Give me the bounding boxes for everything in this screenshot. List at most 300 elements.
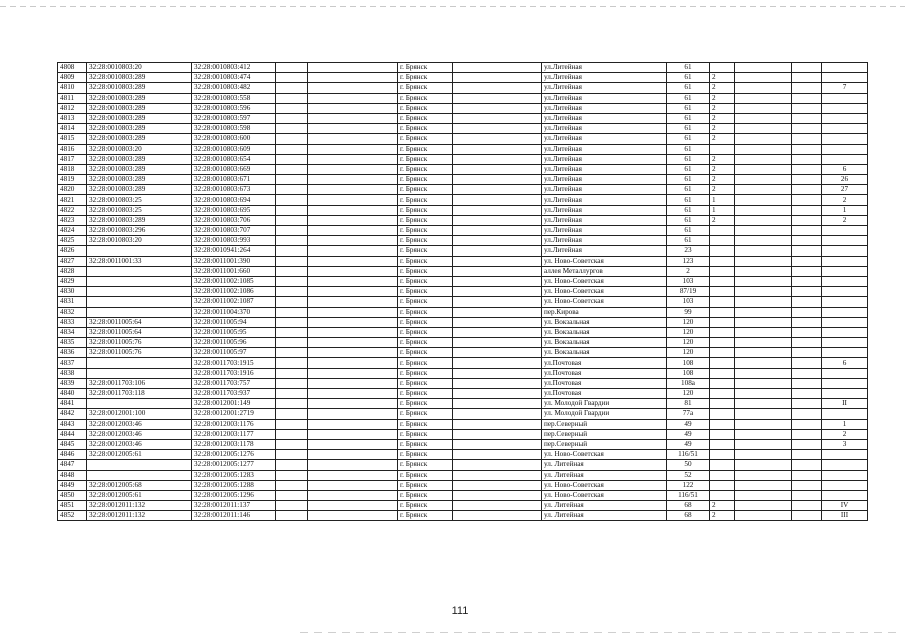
empty-cell bbox=[308, 195, 398, 205]
apartment-cell: 3 bbox=[822, 439, 868, 449]
row-number-cell: 4818 bbox=[58, 164, 87, 174]
house-cell: 87/19 bbox=[667, 287, 710, 297]
building-cell bbox=[710, 246, 735, 256]
parcel-number-cell bbox=[87, 399, 192, 409]
street-cell: ул. Ново-Советская bbox=[542, 490, 667, 500]
registry-sheet bbox=[57, 62, 868, 521]
house-cell: 61 bbox=[667, 215, 710, 225]
building-cell: 2 bbox=[710, 215, 735, 225]
empty-cell bbox=[792, 358, 822, 368]
page-number: 111 bbox=[451, 605, 469, 617]
empty-cell bbox=[453, 389, 542, 399]
empty-cell bbox=[453, 256, 542, 266]
object-number-cell: 32:28:0011703:1916 bbox=[192, 368, 276, 378]
parcel-number-cell: 32:28:0011703:118 bbox=[87, 389, 192, 399]
empty-cell bbox=[735, 113, 792, 123]
city-cell: г. Брянск bbox=[398, 450, 453, 460]
empty-cell bbox=[735, 144, 792, 154]
empty-cell bbox=[276, 389, 308, 399]
street-cell: ул.Почтовая bbox=[542, 378, 667, 388]
building-cell: 2 bbox=[710, 501, 735, 511]
city-cell: г. Брянск bbox=[398, 429, 453, 439]
object-number-cell: 32:28:0011002:1087 bbox=[192, 297, 276, 307]
object-number-cell: 32:28:0011001:390 bbox=[192, 256, 276, 266]
building-cell: 2 bbox=[710, 154, 735, 164]
apartment-cell bbox=[822, 236, 868, 246]
apartment-cell: 6 bbox=[822, 164, 868, 174]
empty-cell bbox=[276, 266, 308, 276]
object-number-cell: 32:28:0010803:609 bbox=[192, 144, 276, 154]
city-cell: г. Брянск bbox=[398, 195, 453, 205]
row-number-cell: 4813 bbox=[58, 113, 87, 123]
empty-cell bbox=[276, 93, 308, 103]
object-number-cell: 32:28:0011703:937 bbox=[192, 389, 276, 399]
empty-cell bbox=[308, 226, 398, 236]
table-row bbox=[58, 215, 868, 225]
parcel-number-cell: 32:28:0012003:46 bbox=[87, 419, 192, 429]
apartment-cell: 2 bbox=[822, 195, 868, 205]
empty-cell bbox=[453, 460, 542, 470]
city-cell: г. Брянск bbox=[398, 501, 453, 511]
empty-cell bbox=[453, 266, 542, 276]
city-cell: г. Брянск bbox=[398, 470, 453, 480]
empty-cell bbox=[735, 93, 792, 103]
parcel-number-cell: 32:28:0010803:289 bbox=[87, 154, 192, 164]
parcel-number-cell: 32:28:0010803:289 bbox=[87, 185, 192, 195]
street-cell: пер.Северный bbox=[542, 439, 667, 449]
parcel-number-cell: 32:28:0012005:68 bbox=[87, 480, 192, 490]
house-cell: 61 bbox=[667, 103, 710, 113]
object-number-cell: 32:28:0012001:2719 bbox=[192, 409, 276, 419]
empty-cell bbox=[735, 307, 792, 317]
street-cell: ул.Литейная bbox=[542, 215, 667, 225]
street-cell: аллея Металлургов bbox=[542, 266, 667, 276]
street-cell: ул.Литейная bbox=[542, 134, 667, 144]
city-cell: г. Брянск bbox=[398, 297, 453, 307]
building-cell bbox=[710, 470, 735, 480]
parcel-number-cell: 32:28:0010803:25 bbox=[87, 205, 192, 215]
building-cell: 2 bbox=[710, 73, 735, 83]
street-cell: ул.Литейная bbox=[542, 124, 667, 134]
building-cell bbox=[710, 419, 735, 429]
parcel-number-cell: 32:28:0010803:289 bbox=[87, 83, 192, 93]
house-cell: 61 bbox=[667, 195, 710, 205]
table-row bbox=[58, 429, 868, 439]
city-cell: г. Брянск bbox=[398, 511, 453, 521]
table-row bbox=[58, 144, 868, 154]
parcel-number-cell: 32:28:0010803:289 bbox=[87, 215, 192, 225]
property-registry-table bbox=[57, 62, 868, 521]
empty-cell bbox=[308, 144, 398, 154]
street-cell: ул. Литейная bbox=[542, 501, 667, 511]
empty-cell bbox=[792, 113, 822, 123]
city-cell: г. Брянск bbox=[398, 348, 453, 358]
empty-cell bbox=[735, 470, 792, 480]
building-cell bbox=[710, 409, 735, 419]
building-cell bbox=[710, 439, 735, 449]
empty-cell bbox=[792, 236, 822, 246]
empty-cell bbox=[792, 511, 822, 521]
empty-cell bbox=[792, 103, 822, 113]
apartment-cell bbox=[822, 378, 868, 388]
row-number-cell: 4811 bbox=[58, 93, 87, 103]
city-cell: г. Брянск bbox=[398, 164, 453, 174]
empty-cell bbox=[276, 317, 308, 327]
empty-cell bbox=[453, 338, 542, 348]
empty-cell bbox=[735, 134, 792, 144]
street-cell: ул.Литейная bbox=[542, 226, 667, 236]
empty-cell bbox=[735, 256, 792, 266]
empty-cell bbox=[308, 358, 398, 368]
empty-cell bbox=[792, 368, 822, 378]
house-cell: 120 bbox=[667, 327, 710, 337]
empty-cell bbox=[276, 103, 308, 113]
parcel-number-cell bbox=[87, 266, 192, 276]
empty-cell bbox=[453, 144, 542, 154]
empty-cell bbox=[453, 124, 542, 134]
empty-cell bbox=[792, 317, 822, 327]
city-cell: г. Брянск bbox=[398, 439, 453, 449]
empty-cell bbox=[276, 154, 308, 164]
empty-cell bbox=[792, 389, 822, 399]
building-cell bbox=[710, 460, 735, 470]
city-cell: г. Брянск bbox=[398, 419, 453, 429]
house-cell: 120 bbox=[667, 348, 710, 358]
object-number-cell: 32:28:0012005:1276 bbox=[192, 450, 276, 460]
building-cell bbox=[710, 480, 735, 490]
empty-cell bbox=[453, 358, 542, 368]
empty-cell bbox=[792, 256, 822, 266]
empty-cell bbox=[735, 429, 792, 439]
table-row bbox=[58, 358, 868, 368]
street-cell: ул.Почтовая bbox=[542, 389, 667, 399]
house-cell: 77а bbox=[667, 409, 710, 419]
object-number-cell: 32:28:0010803:707 bbox=[192, 226, 276, 236]
empty-cell bbox=[308, 164, 398, 174]
row-number-cell: 4848 bbox=[58, 470, 87, 480]
table-row bbox=[58, 439, 868, 449]
house-cell: 122 bbox=[667, 480, 710, 490]
apartment-cell bbox=[822, 317, 868, 327]
parcel-number-cell bbox=[87, 297, 192, 307]
building-cell bbox=[710, 450, 735, 460]
table-row bbox=[58, 399, 868, 409]
parcel-number-cell: 32:28:0010803:20 bbox=[87, 236, 192, 246]
empty-cell bbox=[453, 307, 542, 317]
empty-cell bbox=[453, 399, 542, 409]
empty-cell bbox=[308, 276, 398, 286]
house-cell: 61 bbox=[667, 226, 710, 236]
empty-cell bbox=[792, 63, 822, 73]
city-cell: г. Брянск bbox=[398, 93, 453, 103]
empty-cell bbox=[735, 246, 792, 256]
empty-cell bbox=[308, 83, 398, 93]
empty-cell bbox=[735, 175, 792, 185]
object-number-cell: 32:28:0011004:370 bbox=[192, 307, 276, 317]
parcel-number-cell: 32:28:0012001:100 bbox=[87, 409, 192, 419]
row-number-cell: 4829 bbox=[58, 276, 87, 286]
empty-cell bbox=[308, 134, 398, 144]
house-cell: 61 bbox=[667, 236, 710, 246]
empty-cell bbox=[276, 429, 308, 439]
building-cell bbox=[710, 368, 735, 378]
street-cell: ул.Литейная bbox=[542, 103, 667, 113]
empty-cell bbox=[276, 134, 308, 144]
table-row bbox=[58, 256, 868, 266]
city-cell: г. Брянск bbox=[398, 226, 453, 236]
empty-cell bbox=[792, 399, 822, 409]
house-cell: 68 bbox=[667, 511, 710, 521]
empty-cell bbox=[453, 185, 542, 195]
empty-cell bbox=[735, 480, 792, 490]
house-cell: 61 bbox=[667, 73, 710, 83]
row-number-cell: 4836 bbox=[58, 348, 87, 358]
empty-cell bbox=[276, 63, 308, 73]
house-cell: 99 bbox=[667, 307, 710, 317]
table-row bbox=[58, 307, 868, 317]
city-cell: г. Брянск bbox=[398, 73, 453, 83]
apartment-cell bbox=[822, 246, 868, 256]
table-row bbox=[58, 470, 868, 480]
empty-cell bbox=[792, 185, 822, 195]
empty-cell bbox=[276, 276, 308, 286]
house-cell: 68 bbox=[667, 501, 710, 511]
street-cell: ул. Ново-Советская bbox=[542, 297, 667, 307]
empty-cell bbox=[792, 154, 822, 164]
table-row bbox=[58, 287, 868, 297]
house-cell: 116/51 bbox=[667, 490, 710, 500]
building-cell: 2 bbox=[710, 134, 735, 144]
empty-cell bbox=[735, 266, 792, 276]
house-cell: 61 bbox=[667, 164, 710, 174]
city-cell: г. Брянск bbox=[398, 460, 453, 470]
apartment-cell bbox=[822, 256, 868, 266]
row-number-cell: 4812 bbox=[58, 103, 87, 113]
row-number-cell: 4837 bbox=[58, 358, 87, 368]
scan-edge-top bbox=[0, 6, 905, 7]
street-cell: ул.Литейная bbox=[542, 154, 667, 164]
parcel-number-cell: 32:28:0010803:289 bbox=[87, 73, 192, 83]
building-cell bbox=[710, 287, 735, 297]
table-row bbox=[58, 226, 868, 236]
house-cell: 61 bbox=[667, 124, 710, 134]
street-cell: ул.Литейная bbox=[542, 236, 667, 246]
empty-cell bbox=[735, 83, 792, 93]
empty-cell bbox=[308, 63, 398, 73]
empty-cell bbox=[735, 287, 792, 297]
row-number-cell: 4839 bbox=[58, 378, 87, 388]
parcel-number-cell: 32:28:0010803:289 bbox=[87, 124, 192, 134]
row-number-cell: 4832 bbox=[58, 307, 87, 317]
city-cell: г. Брянск bbox=[398, 368, 453, 378]
row-number-cell: 4834 bbox=[58, 327, 87, 337]
street-cell: ул. Литейная bbox=[542, 511, 667, 521]
empty-cell bbox=[735, 327, 792, 337]
empty-cell bbox=[735, 205, 792, 215]
building-cell: 2 bbox=[710, 511, 735, 521]
empty-cell bbox=[792, 460, 822, 470]
table-row bbox=[58, 297, 868, 307]
house-cell: 120 bbox=[667, 389, 710, 399]
street-cell: пер.Северный bbox=[542, 419, 667, 429]
empty-cell bbox=[735, 460, 792, 470]
object-number-cell: 32:28:0011002:1085 bbox=[192, 276, 276, 286]
empty-cell bbox=[453, 103, 542, 113]
table-row bbox=[58, 480, 868, 490]
apartment-cell: 1 bbox=[822, 205, 868, 215]
city-cell: г. Брянск bbox=[398, 205, 453, 215]
row-number-cell: 4828 bbox=[58, 266, 87, 276]
empty-cell bbox=[453, 511, 542, 521]
table-row bbox=[58, 419, 868, 429]
parcel-number-cell: 32:28:0010803:289 bbox=[87, 103, 192, 113]
empty-cell bbox=[276, 368, 308, 378]
parcel-number-cell: 32:28:0012005:61 bbox=[87, 490, 192, 500]
row-number-cell: 4845 bbox=[58, 439, 87, 449]
empty-cell bbox=[735, 490, 792, 500]
empty-cell bbox=[308, 399, 398, 409]
city-cell: г. Брянск bbox=[398, 103, 453, 113]
empty-cell bbox=[453, 226, 542, 236]
city-cell: г. Брянск bbox=[398, 256, 453, 266]
row-number-cell: 4820 bbox=[58, 185, 87, 195]
empty-cell bbox=[792, 164, 822, 174]
row-number-cell: 4841 bbox=[58, 399, 87, 409]
table-row bbox=[58, 124, 868, 134]
apartment-cell bbox=[822, 368, 868, 378]
empty-cell bbox=[308, 480, 398, 490]
empty-cell bbox=[792, 215, 822, 225]
table-row bbox=[58, 205, 868, 215]
building-cell: 2 bbox=[710, 124, 735, 134]
city-cell: г. Брянск bbox=[398, 490, 453, 500]
object-number-cell: 32:28:0012005:1277 bbox=[192, 460, 276, 470]
row-number-cell: 4851 bbox=[58, 501, 87, 511]
object-number-cell: 32:28:0011703:1915 bbox=[192, 358, 276, 368]
apartment-cell bbox=[822, 490, 868, 500]
empty-cell bbox=[308, 409, 398, 419]
empty-cell bbox=[792, 124, 822, 134]
empty-cell bbox=[276, 307, 308, 317]
street-cell: ул.Литейная bbox=[542, 185, 667, 195]
house-cell: 61 bbox=[667, 63, 710, 73]
apartment-cell: 7 bbox=[822, 83, 868, 93]
empty-cell bbox=[792, 276, 822, 286]
empty-cell bbox=[453, 378, 542, 388]
table-row bbox=[58, 317, 868, 327]
empty-cell bbox=[308, 378, 398, 388]
empty-cell bbox=[792, 429, 822, 439]
parcel-number-cell bbox=[87, 307, 192, 317]
row-number-cell: 4822 bbox=[58, 205, 87, 215]
empty-cell bbox=[276, 297, 308, 307]
empty-cell bbox=[276, 205, 308, 215]
building-cell bbox=[710, 266, 735, 276]
apartment-cell bbox=[822, 470, 868, 480]
empty-cell bbox=[792, 195, 822, 205]
empty-cell bbox=[453, 164, 542, 174]
empty-cell bbox=[735, 450, 792, 460]
empty-cell bbox=[453, 297, 542, 307]
city-cell: г. Брянск bbox=[398, 358, 453, 368]
parcel-number-cell: 32:28:0010803:25 bbox=[87, 195, 192, 205]
row-number-cell: 4809 bbox=[58, 73, 87, 83]
empty-cell bbox=[453, 195, 542, 205]
street-cell: ул.Литейная bbox=[542, 144, 667, 154]
table-row bbox=[58, 490, 868, 500]
house-cell: 120 bbox=[667, 317, 710, 327]
building-cell bbox=[710, 490, 735, 500]
empty-cell bbox=[735, 348, 792, 358]
empty-cell bbox=[735, 103, 792, 113]
apartment-cell bbox=[822, 93, 868, 103]
empty-cell bbox=[735, 73, 792, 83]
row-number-cell: 4817 bbox=[58, 154, 87, 164]
empty-cell bbox=[792, 419, 822, 429]
apartment-cell bbox=[822, 113, 868, 123]
empty-cell bbox=[308, 419, 398, 429]
empty-cell bbox=[792, 73, 822, 83]
object-number-cell: 32:28:0010803:669 bbox=[192, 164, 276, 174]
parcel-number-cell: 32:28:0010803:289 bbox=[87, 164, 192, 174]
empty-cell bbox=[276, 358, 308, 368]
empty-cell bbox=[308, 236, 398, 246]
table-row bbox=[58, 378, 868, 388]
empty-cell bbox=[308, 307, 398, 317]
row-number-cell: 4815 bbox=[58, 134, 87, 144]
street-cell: ул.Литейная bbox=[542, 164, 667, 174]
row-number-cell: 4833 bbox=[58, 317, 87, 327]
empty-cell bbox=[308, 439, 398, 449]
house-cell: 103 bbox=[667, 276, 710, 286]
empty-cell bbox=[276, 73, 308, 83]
empty-cell bbox=[453, 348, 542, 358]
parcel-number-cell: 32:28:0012011:132 bbox=[87, 501, 192, 511]
apartment-cell: III bbox=[822, 511, 868, 521]
parcel-number-cell: 32:28:0011005:64 bbox=[87, 327, 192, 337]
empty-cell bbox=[735, 439, 792, 449]
object-number-cell: 32:28:0010803:993 bbox=[192, 236, 276, 246]
table-row bbox=[58, 154, 868, 164]
house-cell: 50 bbox=[667, 460, 710, 470]
empty-cell bbox=[453, 73, 542, 83]
object-number-cell: 32:28:0011002:1086 bbox=[192, 287, 276, 297]
parcel-number-cell: 32:28:0011703:106 bbox=[87, 378, 192, 388]
parcel-number-cell: 32:28:0010803:296 bbox=[87, 226, 192, 236]
parcel-number-cell bbox=[87, 276, 192, 286]
empty-cell bbox=[276, 215, 308, 225]
house-cell: 49 bbox=[667, 429, 710, 439]
parcel-number-cell: 32:28:0011005:64 bbox=[87, 317, 192, 327]
empty-cell bbox=[308, 215, 398, 225]
apartment-cell bbox=[822, 389, 868, 399]
row-number-cell: 4816 bbox=[58, 144, 87, 154]
house-cell: 61 bbox=[667, 83, 710, 93]
table-row bbox=[58, 501, 868, 511]
house-cell: 81 bbox=[667, 399, 710, 409]
empty-cell bbox=[276, 399, 308, 409]
empty-cell bbox=[276, 348, 308, 358]
row-number-cell: 4844 bbox=[58, 429, 87, 439]
object-number-cell: 32:28:0010803:596 bbox=[192, 103, 276, 113]
parcel-number-cell bbox=[87, 368, 192, 378]
empty-cell bbox=[453, 450, 542, 460]
empty-cell bbox=[453, 480, 542, 490]
empty-cell bbox=[453, 419, 542, 429]
empty-cell bbox=[735, 124, 792, 134]
house-cell: 52 bbox=[667, 470, 710, 480]
empty-cell bbox=[453, 113, 542, 123]
